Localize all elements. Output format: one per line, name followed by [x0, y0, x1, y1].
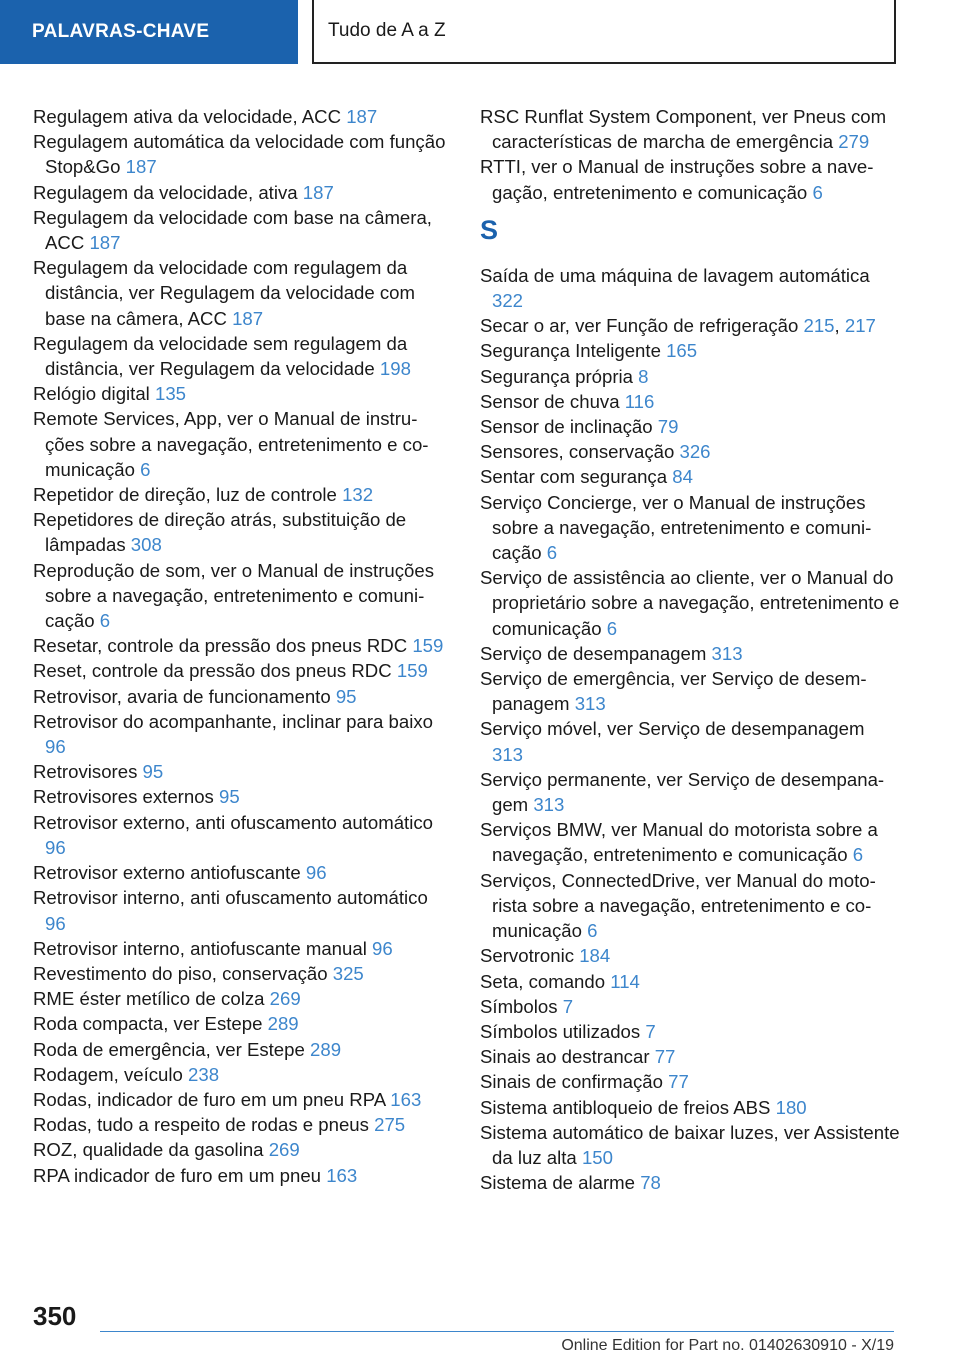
index-entry	[480, 104, 900, 154]
index-entry-text: Sentar com segurança	[480, 466, 668, 488]
page-link[interactable]: 132	[342, 484, 374, 506]
index-entry-text: Repetidor de direção, luz de controle	[33, 484, 337, 506]
index-entry-text: Sinais de confirmação	[480, 1071, 663, 1093]
page-link[interactable]: 159	[412, 635, 444, 657]
index-entry	[480, 943, 900, 968]
index-entry-text: Sensores, conservação	[480, 441, 675, 463]
page-link[interactable]: 95	[142, 761, 164, 783]
page-link[interactable]: 84	[672, 466, 693, 488]
index-entry	[33, 1163, 448, 1188]
index-entry	[33, 1037, 448, 1062]
index-entry-text: Retrovisor, avaria de funcionamento	[33, 685, 331, 707]
index-entry	[33, 104, 448, 129]
index-entry	[33, 1062, 448, 1087]
index-entry	[33, 129, 448, 179]
index-entry	[480, 263, 900, 313]
index-entry	[480, 641, 900, 666]
index-entry	[480, 767, 900, 817]
index-entry-text: Sensor de inclinação	[480, 416, 653, 438]
index-entry	[480, 1170, 900, 1195]
index-entry	[480, 414, 900, 439]
page-link[interactable]: 313	[492, 743, 524, 765]
section-letter: S	[480, 214, 499, 245]
page-link[interactable]: 313	[711, 642, 743, 664]
index-entry	[480, 565, 900, 641]
index-entry	[480, 1044, 900, 1069]
footer-divider	[100, 1331, 894, 1332]
tab-tudo-de-a-a-z[interactable]	[312, 0, 896, 64]
page-link[interactable]: 6	[546, 542, 558, 564]
index-entry-text: Retrovisores	[33, 761, 138, 783]
page-separator: ,	[834, 315, 840, 337]
tab-label: PALAVRAS-CHAVE	[32, 21, 210, 42]
page-link[interactable]: 238	[188, 1063, 220, 1085]
page-link[interactable]: 95	[219, 786, 240, 808]
page-link[interactable]: 77	[668, 1071, 689, 1093]
index-entry-text: Retrovisor externo antiofuscante	[33, 862, 301, 884]
index-entry-text: Sinais ao destrancar	[480, 1046, 650, 1068]
index-entry-text: Serviço de assistência ao cliente, ver o Manual do proprietário sobre a navegação, entretenimento e comunicação	[480, 567, 900, 639]
index-entry-text: Serviços, ConnectedDrive, ver Manual do motorista sobre a navegação, entretenimento e comunicação	[480, 869, 876, 942]
index-entry-text: Rodas, tudo a respeito de rodas e pneus	[33, 1114, 369, 1136]
page-link[interactable]: 159	[396, 660, 428, 682]
index-entry	[33, 986, 448, 1011]
page-link[interactable]: 269	[268, 1139, 300, 1161]
index-entry-text: Serviço de emergência, ver Serviço de desempanagem	[480, 668, 867, 715]
page-link[interactable]: 217	[844, 315, 876, 337]
index-entry-text: Regulagem ativa da velocidade, ACC	[33, 106, 342, 127]
index-entry-text: Retrovisor interno, anti ofuscamento automático	[33, 887, 428, 909]
page-link[interactable]: 322	[492, 290, 524, 312]
index-entry	[33, 633, 448, 658]
tab-label: Tudo de A a Z	[328, 20, 446, 41]
index-entry-text: Roda compacta, ver Estepe	[33, 1013, 263, 1035]
index-column-right	[480, 104, 900, 1195]
index-entry-text: Reset, controle da pressão dos pneus RDC	[33, 660, 392, 682]
page-link[interactable]: 116	[624, 390, 655, 412]
index-entry-text: Sistema automático de baixar luzes, ver Assistente da luz alta	[480, 1121, 900, 1168]
page-link[interactable]: 6	[606, 617, 618, 639]
index-entry-text: Rodas, indicador de furo em um pneu RPA	[33, 1088, 386, 1110]
page-link[interactable]: 79	[657, 416, 679, 438]
index-entry	[480, 439, 900, 464]
index-entry-text: Reprodução de som, ver o Manual de instruções sobre a navegação, entretenimento e comunicação	[33, 559, 435, 632]
page-link[interactable]: 6	[587, 920, 598, 942]
index-entry	[33, 205, 448, 255]
index-entry-text: RSC Runflat System Component, ver Pneus com características de marcha de emergência	[480, 106, 887, 153]
index-entry	[33, 180, 448, 205]
index-entry-text: Repetidores de direção atrás, substituição de lâmpadas	[33, 509, 407, 556]
index-entry	[33, 1011, 448, 1036]
tab-palavras-chave[interactable]	[0, 0, 298, 64]
index-entry	[33, 507, 448, 557]
page-link[interactable]: 187	[89, 232, 121, 254]
page-link[interactable]: 78	[640, 1172, 661, 1194]
footer-edition: Online Edition for Part no. 01402630910 - X/19	[561, 1337, 894, 1354]
page-link[interactable]: 6	[852, 844, 864, 866]
index-entry	[33, 885, 448, 935]
page-link[interactable]: 279	[838, 131, 870, 153]
index-entry	[480, 817, 900, 867]
page-number: 350	[33, 1301, 77, 1331]
index-entry-text: Secar o ar, ver Função de refrigeração	[480, 315, 799, 337]
index-entry-text: Servotronic	[480, 945, 575, 967]
page-link[interactable]: 96	[45, 912, 66, 934]
page-link[interactable]: 289	[310, 1038, 342, 1060]
index-entry	[33, 558, 448, 634]
index-entry	[480, 490, 900, 566]
page-link[interactable]: 187	[302, 181, 334, 203]
index-entry-text: Serviço de desempanagem	[480, 642, 707, 664]
index-entry	[33, 1137, 448, 1162]
index-entry	[33, 784, 448, 809]
page-link[interactable]: 114	[610, 970, 640, 992]
page-link[interactable]: 187	[125, 156, 157, 178]
index-entry-text: Regulagem da velocidade com base na câmera, ACC	[33, 206, 432, 254]
index-entry	[480, 313, 900, 338]
index-entry-text: Resetar, controle da pressão dos pneus RDC	[33, 635, 408, 657]
index-entry-text: Regulagem da velocidade sem regulagem da distância, ver Regulagem da velocidade	[33, 332, 408, 380]
index-group-s	[480, 263, 900, 1196]
index-entry-text: Relógio digital	[33, 383, 150, 405]
index-entry-text: Serviços BMW, ver Manual do motorista sobre a navegação, entretenimento e comunicação	[480, 819, 878, 866]
page-link[interactable]: 325	[332, 962, 364, 984]
page-link[interactable]: 326	[679, 441, 711, 463]
index-entry-text: RPA indicador de furo em um pneu	[33, 1164, 322, 1186]
index-entry-text: Regulagem da velocidade com regulagem da distância, ver Regulagem da velocidade com base na câmera, ACC	[33, 257, 416, 329]
index-entry-text: Retrovisor interno, antiofuscante manual	[33, 937, 367, 959]
page-link[interactable]: 313	[533, 794, 565, 816]
index-entry	[480, 464, 900, 489]
index-entry-text: Saída de uma máquina de lavagem automática	[480, 264, 870, 286]
index-entry-text: Retrovisores externos	[33, 786, 214, 808]
page-link[interactable]: 269	[269, 988, 301, 1010]
page-link[interactable]: 308	[130, 534, 162, 556]
index-entry-text: Roda de emergência, ver Estepe	[33, 1038, 305, 1060]
page-link[interactable]: 150	[581, 1146, 613, 1168]
index-entry	[480, 1120, 900, 1170]
page-link[interactable]: 96	[45, 736, 66, 758]
page-link[interactable]: 163	[326, 1164, 358, 1186]
page-link[interactable]: 275	[374, 1114, 406, 1136]
page-link[interactable]: 187	[346, 106, 378, 127]
index-entry-text: Símbolos utilizados	[480, 1020, 641, 1042]
index-entry	[480, 994, 900, 1019]
page-link[interactable]: 96	[305, 862, 327, 884]
index-entry-text: Remote Services, App, ver o Manual de instruções sobre a navegação, entretenimento e comunicação	[33, 408, 429, 480]
index-entry	[33, 759, 448, 784]
index-entry-text: Revestimento do piso, conservação	[33, 962, 328, 984]
index-entry	[33, 255, 448, 331]
index-entry-text: Serviço permanente, ver Serviço de desempanagem	[480, 768, 885, 816]
page-link[interactable]: 7	[645, 1020, 656, 1042]
page-link[interactable]: 7	[562, 995, 574, 1017]
page-link[interactable]: 187	[232, 307, 264, 329]
index-entry	[480, 1095, 900, 1120]
index-entry-text: Retrovisor externo, anti ofuscamento automático	[33, 811, 433, 833]
page-link[interactable]: 184	[579, 945, 611, 967]
page-link[interactable]: 8	[638, 365, 649, 387]
index-entry-text: Serviço móvel, ver Serviço de desempanagem	[480, 718, 865, 740]
index-entry	[480, 716, 900, 766]
page-link[interactable]: 165	[666, 340, 698, 362]
index-entry	[33, 1087, 448, 1112]
index-entry-text: Rodagem, veículo	[33, 1063, 183, 1085]
index-entry	[480, 389, 900, 414]
index-entry	[33, 1112, 448, 1137]
index-entry	[480, 1069, 900, 1094]
index-entry	[33, 331, 448, 381]
index-entry-text: Retrovisor do acompanhante, inclinar para baixo	[33, 710, 433, 732]
index-entry-text: Sensor de chuva	[480, 390, 620, 412]
index-entry-text: Seta, comando	[480, 970, 606, 992]
page-link[interactable]: 313	[574, 693, 606, 715]
index-column-left	[33, 104, 448, 1188]
page-link[interactable]: 6	[140, 458, 151, 480]
index-entry	[33, 684, 448, 709]
index-entry-text: Segurança Inteligente	[480, 340, 661, 362]
page-link[interactable]: 77	[654, 1046, 676, 1068]
index-entry	[480, 338, 900, 363]
index-entry-text: Sistema de alarme	[480, 1172, 636, 1194]
index-entry	[33, 860, 448, 885]
index-entry	[33, 482, 448, 507]
index-entry	[33, 381, 448, 406]
page-link[interactable]: 215	[803, 315, 835, 337]
index-entry-text: Sistema antibloqueio de freios ABS	[480, 1096, 771, 1118]
page-link[interactable]: 135	[154, 383, 187, 405]
index-entry-text: Segurança própria	[480, 365, 633, 387]
page-link[interactable]: 198	[379, 358, 411, 380]
page-link[interactable]: 163	[390, 1088, 422, 1110]
index-entry	[33, 936, 448, 961]
index-entry	[480, 154, 900, 204]
index-entry-text: Símbolos	[480, 995, 558, 1017]
index-entry-text: RTTI, ver o Manual de instruções sobre a navegação, entretenimento e comunicação	[480, 156, 874, 203]
index-entry	[480, 666, 900, 716]
index-entry-text: RME éster metílico de colza	[33, 988, 265, 1010]
index-entry	[480, 1019, 900, 1044]
page-link[interactable]: 6	[99, 610, 111, 632]
index-entry-text: Regulagem da velocidade, ativa	[33, 181, 298, 203]
index-entry	[480, 868, 900, 944]
index-entry	[33, 709, 448, 759]
index-entry-text: Regulagem automática da velocidade com função Stop&Go	[33, 131, 446, 178]
index-entry	[33, 810, 448, 860]
page-link[interactable]: 95	[335, 685, 357, 707]
index-entry-text: Serviço Concierge, ver o Manual de instruções sobre a navegação, entretenimento e comunicação	[480, 491, 872, 564]
page-link[interactable]: 96	[45, 836, 66, 858]
index-entry	[33, 961, 448, 986]
index-group-r	[480, 104, 900, 205]
page-link[interactable]: 180	[775, 1096, 807, 1118]
index-entry-text: ROZ, qualidade da gasolina	[33, 1139, 264, 1161]
page-link[interactable]: 96	[372, 937, 393, 959]
index-entry	[480, 969, 900, 994]
index-entry	[480, 364, 900, 389]
index-entry	[33, 406, 448, 482]
page-link[interactable]: 289	[267, 1013, 299, 1035]
index-entry	[33, 658, 448, 683]
page-link[interactable]: 6	[812, 181, 823, 203]
